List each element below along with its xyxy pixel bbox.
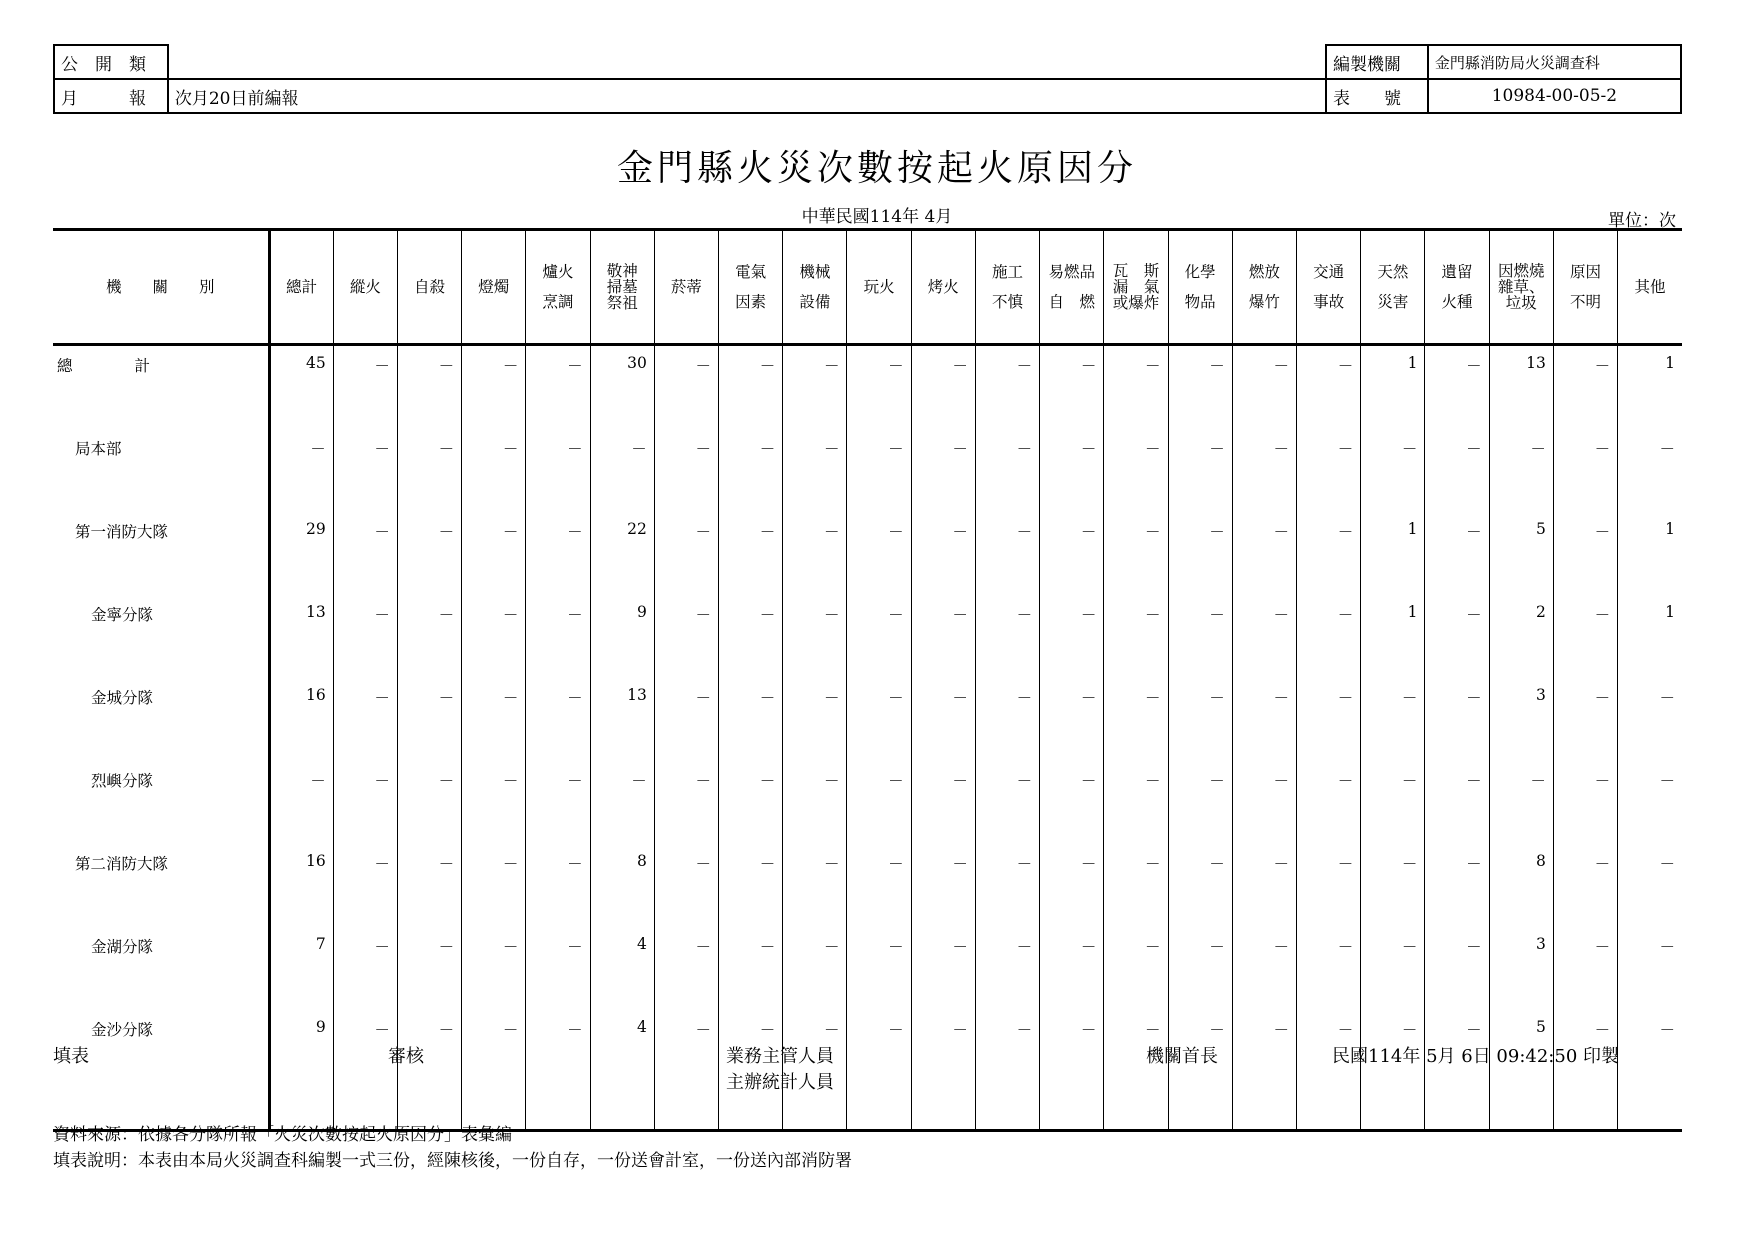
table-cell: － <box>462 345 526 430</box>
table-cell: － <box>783 1010 847 1093</box>
table-cell: － <box>1297 345 1361 430</box>
table-cell: － <box>1425 595 1489 678</box>
table-cell: － <box>1489 429 1553 512</box>
footer-business: 業務主管人員 <box>726 1046 834 1067</box>
table-cell: － <box>1425 761 1489 844</box>
table-cell: － <box>975 595 1039 678</box>
table-cell: 1 <box>1618 345 1682 430</box>
table-cell: － <box>1553 678 1617 761</box>
table-cell: － <box>719 927 783 1010</box>
table-cell: － <box>1104 678 1168 761</box>
table-cell: － <box>462 512 526 595</box>
table-cell: － <box>1553 345 1617 430</box>
table-cell: － <box>590 429 654 512</box>
table-cell: － <box>1168 927 1232 1010</box>
table-cell: － <box>847 844 911 927</box>
table-cell: 4 <box>590 927 654 1010</box>
column-header: 交通 事故 <box>1297 230 1361 345</box>
footer-review: 審核 <box>388 1046 424 1067</box>
table-header-row <box>53 230 1682 345</box>
table-cell: － <box>1232 1010 1296 1093</box>
table-cell: － <box>719 761 783 844</box>
table-cell: － <box>975 844 1039 927</box>
table-cell: － <box>975 1010 1039 1093</box>
table-cell: － <box>1361 844 1425 927</box>
column-header: 縱火 <box>333 230 397 345</box>
table-cell: － <box>397 595 461 678</box>
table-cell: － <box>1104 1010 1168 1093</box>
table-cell: － <box>1425 512 1489 595</box>
table-cell: － <box>1553 927 1617 1010</box>
table-cell: － <box>911 678 975 761</box>
table-cell: － <box>397 345 461 430</box>
row-label: 金城分隊 <box>91 689 154 707</box>
table-row <box>53 927 1682 1010</box>
table-cell: 2 <box>1489 595 1553 678</box>
column-header: 總計 <box>269 230 333 345</box>
table-cell: － <box>462 1010 526 1093</box>
table-cell: － <box>397 761 461 844</box>
table-cell: － <box>719 345 783 430</box>
table-cell: － <box>911 844 975 927</box>
table-cell: － <box>1425 678 1489 761</box>
table-row <box>53 761 1682 844</box>
table-cell: － <box>1553 1010 1617 1093</box>
table-cell: － <box>526 1010 590 1093</box>
table-cell: － <box>1618 429 1682 512</box>
table-cell: － <box>719 512 783 595</box>
table-cell: － <box>333 429 397 512</box>
table-cell: 5 <box>1489 512 1553 595</box>
table-cell: － <box>847 345 911 430</box>
table-cell: － <box>1618 844 1682 927</box>
column-header: 機械 設備 <box>783 230 847 345</box>
table-cell: 13 <box>1489 345 1553 430</box>
table-cell: － <box>1361 1010 1425 1093</box>
table-cell: － <box>526 927 590 1010</box>
table-cell: － <box>719 844 783 927</box>
table-cell: － <box>975 678 1039 761</box>
table-cell: － <box>1168 761 1232 844</box>
header-label-public: 公 開 類 <box>54 45 168 79</box>
row-label: 金湖分隊 <box>91 938 154 956</box>
table-cell: － <box>462 595 526 678</box>
table-cell: － <box>1553 761 1617 844</box>
table-row <box>53 429 1682 512</box>
table-cell: － <box>1168 678 1232 761</box>
table-cell: － <box>1297 927 1361 1010</box>
column-header: 烤火 <box>911 230 975 345</box>
table-cell: － <box>1297 761 1361 844</box>
table-row <box>53 595 1682 678</box>
table-cell: － <box>719 1010 783 1093</box>
table-cell: － <box>1425 345 1489 430</box>
table-cell: － <box>654 345 718 430</box>
table-cell: － <box>654 1010 718 1093</box>
table-cell: － <box>654 512 718 595</box>
column-header: 其他 <box>1618 230 1682 345</box>
table-cell: 1 <box>1618 512 1682 595</box>
table-cell: － <box>783 927 847 1010</box>
table-cell: － <box>975 512 1039 595</box>
table-cell: － <box>1232 345 1296 430</box>
column-header: 天然 災害 <box>1361 230 1425 345</box>
table-cell: － <box>1232 595 1296 678</box>
table-cell: － <box>1297 595 1361 678</box>
table-cell: － <box>847 595 911 678</box>
table-cell: 5 <box>1489 1010 1553 1093</box>
table-cell: － <box>397 1010 461 1093</box>
table-cell: － <box>1425 429 1489 512</box>
table-cell: － <box>1618 927 1682 1010</box>
table-cell: － <box>462 761 526 844</box>
table-cell: 1 <box>1361 512 1425 595</box>
footer-statistics: 主辦統計人員 <box>726 1072 834 1093</box>
table-row <box>53 512 1682 595</box>
page-title: 金門縣火災次數按起火原因分 <box>616 148 1137 189</box>
table-cell: － <box>462 429 526 512</box>
table-cell: － <box>783 678 847 761</box>
table-row <box>53 678 1682 761</box>
table-cell: － <box>333 844 397 927</box>
table-cell: － <box>1361 429 1425 512</box>
table-cell: － <box>1425 1010 1489 1093</box>
table-cell: － <box>975 345 1039 430</box>
table-cell: － <box>654 927 718 1010</box>
table-cell: － <box>1618 761 1682 844</box>
table-cell: － <box>911 927 975 1010</box>
row-label: 局本部 <box>75 440 122 458</box>
table-cell: － <box>1553 844 1617 927</box>
table-cell: 8 <box>590 844 654 927</box>
table-cell: 16 <box>269 844 333 927</box>
table-cell: － <box>333 927 397 1010</box>
table-cell: － <box>1232 761 1296 844</box>
table-cell: － <box>590 761 654 844</box>
column-header: 原因 不明 <box>1553 230 1617 345</box>
note-source: 資料來源：依據各分隊所報「火災次數按起火原因分」表彙編 <box>53 1125 512 1145</box>
table-cell: － <box>783 761 847 844</box>
table-cell: － <box>1489 761 1553 844</box>
table-cell: － <box>1104 761 1168 844</box>
table-cell: － <box>975 429 1039 512</box>
table-cell: － <box>269 761 333 844</box>
header-label-agency: 編製機關 <box>1326 45 1428 79</box>
table-cell: － <box>783 512 847 595</box>
table-cell: － <box>526 844 590 927</box>
header-label-form-no: 表 號 <box>1326 79 1428 113</box>
footer-printed: 民國114年 5月 6日 09:42:50 印製 <box>1332 1046 1619 1067</box>
table-cell: － <box>654 844 718 927</box>
footer-fill: 填表 <box>53 1046 89 1067</box>
table-cell: 30 <box>590 345 654 430</box>
table-row <box>53 844 1682 927</box>
table-cell: － <box>847 927 911 1010</box>
table-cell: 1 <box>1361 345 1425 430</box>
table-cell: 45 <box>269 345 333 430</box>
table-cell: － <box>1168 595 1232 678</box>
table-cell: － <box>654 761 718 844</box>
table-cell: － <box>783 844 847 927</box>
row-label: 總 計 <box>57 357 151 375</box>
table-cell: － <box>847 1010 911 1093</box>
table-cell: 16 <box>269 678 333 761</box>
table-cell: － <box>1040 844 1104 927</box>
table-cell: － <box>1618 678 1682 761</box>
table-cell: － <box>1425 844 1489 927</box>
table-cell: － <box>911 1010 975 1093</box>
row-label: 第二消防大隊 <box>75 855 169 873</box>
table-cell: － <box>1040 927 1104 1010</box>
table-cell: － <box>1104 595 1168 678</box>
table-cell: － <box>911 512 975 595</box>
unit-label: 單位：次 <box>1608 211 1676 231</box>
table-cell: － <box>1104 429 1168 512</box>
table-cell: － <box>783 595 847 678</box>
table-cell: － <box>1168 1010 1232 1093</box>
table-cell: － <box>847 512 911 595</box>
table-cell: － <box>462 844 526 927</box>
header-table <box>53 44 1682 114</box>
table-cell: 9 <box>590 595 654 678</box>
header-value-agency: 金門縣消防局火災調查科 <box>1428 45 1681 79</box>
header-value-monthly: 次月20日前編報 <box>168 79 305 113</box>
table-cell: － <box>719 595 783 678</box>
table-cell: 13 <box>590 678 654 761</box>
table-cell: － <box>1297 1010 1361 1093</box>
table-cell: － <box>333 1010 397 1093</box>
table-cell: － <box>1297 429 1361 512</box>
table-cell: － <box>397 429 461 512</box>
table-cell: 3 <box>1489 927 1553 1010</box>
table-cell: － <box>1040 595 1104 678</box>
column-header: 燈燭 <box>462 230 526 345</box>
table-cell: － <box>1168 345 1232 430</box>
report-period: 中華民國114年 4月 <box>801 207 953 227</box>
table-cell: 1 <box>1618 595 1682 678</box>
fire-cause-table <box>53 228 1682 1132</box>
table-cell: － <box>783 429 847 512</box>
table-cell: － <box>397 844 461 927</box>
table-cell: 9 <box>269 1010 333 1093</box>
table-cell: － <box>654 429 718 512</box>
table-cell: － <box>1553 429 1617 512</box>
table-cell: － <box>975 761 1039 844</box>
column-header: 燃放 爆竹 <box>1232 230 1296 345</box>
table-cell: － <box>526 429 590 512</box>
table-cell: 29 <box>269 512 333 595</box>
table-cell: － <box>911 429 975 512</box>
table-cell: － <box>526 512 590 595</box>
table-cell: － <box>1104 927 1168 1010</box>
table-cell: － <box>1553 595 1617 678</box>
table-cell: － <box>526 345 590 430</box>
table-cell: － <box>333 678 397 761</box>
table-cell: － <box>1361 927 1425 1010</box>
row-label: 第一消防大隊 <box>75 523 169 541</box>
table-cell: 4 <box>590 1010 654 1093</box>
table-cell: － <box>719 678 783 761</box>
column-header: 電氣 因素 <box>719 230 783 345</box>
table-cell: － <box>1168 844 1232 927</box>
table-cell: － <box>462 927 526 1010</box>
table-cell: － <box>911 595 975 678</box>
table-cell: － <box>1618 1010 1682 1093</box>
header-value-public <box>168 45 305 79</box>
table-cell: － <box>847 678 911 761</box>
table-cell: － <box>1104 512 1168 595</box>
table-cell: － <box>397 678 461 761</box>
table-cell: － <box>333 512 397 595</box>
table-cell: － <box>397 512 461 595</box>
table-cell: － <box>397 927 461 1010</box>
table-cell: － <box>1297 678 1361 761</box>
header-label-monthly: 月 報 <box>54 79 168 113</box>
table-cell: － <box>1040 512 1104 595</box>
table-cell: － <box>1040 429 1104 512</box>
column-header: 遺留 火種 <box>1425 230 1489 345</box>
column-header: 爐火 烹調 <box>526 230 590 345</box>
table-cell: 1 <box>1361 595 1425 678</box>
column-header: 化學 物品 <box>1168 230 1232 345</box>
table-cell: － <box>847 429 911 512</box>
table-cell: － <box>1232 927 1296 1010</box>
table-cell: 8 <box>1489 844 1553 927</box>
table-cell: － <box>911 761 975 844</box>
table-cell: － <box>526 595 590 678</box>
table-cell: － <box>1297 844 1361 927</box>
table-cell: － <box>1232 844 1296 927</box>
table-cell: － <box>269 429 333 512</box>
table-cell: － <box>1104 345 1168 430</box>
column-header: 自殺 <box>397 230 461 345</box>
table-cell: － <box>1040 345 1104 430</box>
column-header: 菸蒂 <box>654 230 718 345</box>
table-cell: － <box>333 761 397 844</box>
table-cell: － <box>1297 512 1361 595</box>
table-cell: 13 <box>269 595 333 678</box>
table-cell: － <box>333 345 397 430</box>
table-cell: － <box>526 678 590 761</box>
table-cell: 7 <box>269 927 333 1010</box>
table-cell: － <box>1168 429 1232 512</box>
table-cell: － <box>1553 512 1617 595</box>
table-cell: － <box>847 761 911 844</box>
table-cell: － <box>526 761 590 844</box>
table-cell: － <box>1361 678 1425 761</box>
column-header: 易燃品 自 燃 <box>1040 230 1104 345</box>
table-cell: － <box>654 678 718 761</box>
table-cell: － <box>1040 1010 1104 1093</box>
table-cell: － <box>975 927 1039 1010</box>
note-instructions: 填表說明：本表由本局火災調查科編製一式三份，經陳核後，一份自存，一份送會計室，一份送內部消防署 <box>53 1151 852 1171</box>
table-cell: － <box>333 595 397 678</box>
table-cell: － <box>1232 429 1296 512</box>
table-cell: － <box>1040 761 1104 844</box>
column-header: 敬神 掃墓 祭祖 <box>590 230 654 345</box>
table-cell: － <box>1361 761 1425 844</box>
table-cell: － <box>1425 927 1489 1010</box>
table-cell: － <box>911 345 975 430</box>
header-value-form-no: 10984-00-05-2 <box>1428 79 1681 113</box>
column-header: 機 關 別 <box>53 230 269 345</box>
column-header: 玩火 <box>847 230 911 345</box>
table-cell: － <box>1232 678 1296 761</box>
table-cell: 22 <box>590 512 654 595</box>
table-cell: 3 <box>1489 678 1553 761</box>
column-header: 施工 不慎 <box>975 230 1039 345</box>
table-row <box>53 345 1682 430</box>
row-label: 金沙分隊 <box>91 1021 154 1039</box>
row-label: 烈嶼分隊 <box>91 772 154 790</box>
table-cell: － <box>719 429 783 512</box>
column-header: 因燃燒 雜草、 垃圾 <box>1489 230 1553 345</box>
table-cell: － <box>1232 512 1296 595</box>
table-cell: － <box>1168 512 1232 595</box>
table-cell: － <box>783 345 847 430</box>
row-label: 金寧分隊 <box>91 606 154 624</box>
table-cell: － <box>654 595 718 678</box>
column-header: 瓦 斯 漏 氣 或爆炸 <box>1104 230 1168 345</box>
footer-head: 機關首長 <box>1146 1046 1218 1067</box>
table-cell: － <box>462 678 526 761</box>
table-cell: － <box>1104 844 1168 927</box>
table-cell: － <box>1040 678 1104 761</box>
